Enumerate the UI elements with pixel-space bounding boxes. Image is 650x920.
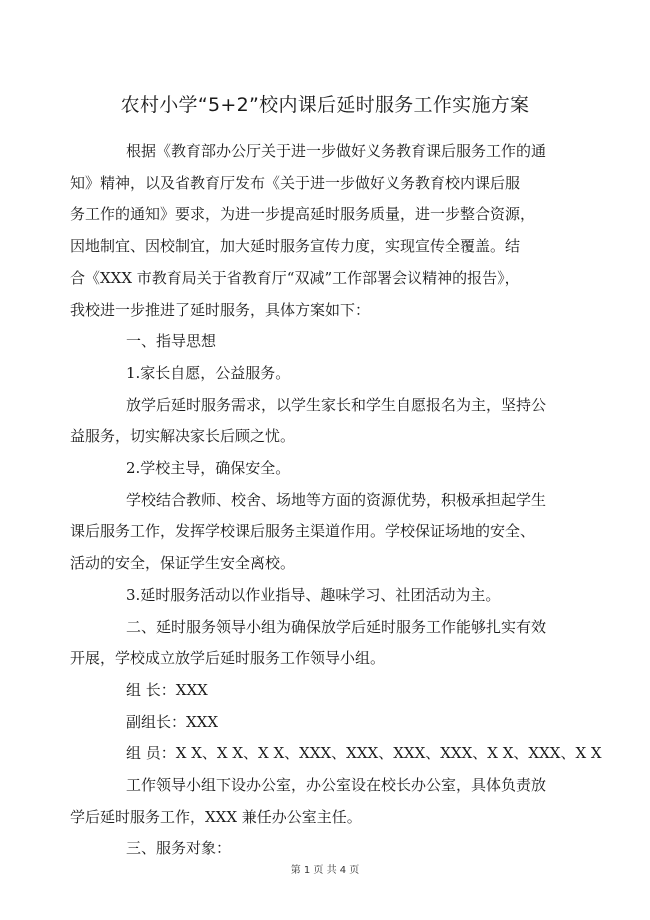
- office-line: 工作领导小组下设办公室，办公室设在校长办公室，具体负责放: [126, 776, 547, 795]
- item-2-line: 活动的安全，保证学生安全离校。: [70, 554, 296, 573]
- page-footer: 第 1 页 共 4 页: [290, 865, 360, 876]
- leader-line: 组 长：XXX: [126, 680, 208, 699]
- intro-line: 我校进一步推进了延时服务，具体方案如下：: [70, 300, 371, 319]
- section-2-line: 开展，学校成立放学后延时服务工作领导小组。: [70, 649, 386, 668]
- item-1-line: 放学后延时服务需求，以学生家长和学生自愿报名为主，坚持公: [126, 395, 547, 414]
- item-2-heading: 2.学校主导，确保安全。: [126, 459, 291, 478]
- members-line: 组 员：X X、X X、X X、XXX、XXX、XXX、XXX、X X、XXX、X X: [126, 744, 602, 763]
- intro-line: 合《XXX 市教育局关于省教育厅“双减”工作部署会议精神的报告》，: [70, 268, 520, 287]
- item-3-heading: 3.延时服务活动以作业指导、趣味学习、社团活动为主。: [126, 585, 501, 604]
- section-1-heading: 一、指导思想: [126, 332, 217, 351]
- item-1-line: 益服务，切实解决家长后顾之忧。: [70, 427, 296, 446]
- intro-line: 务工作的通知》要求，为进一步提高延时服务质量，进一步整合资源，: [70, 205, 536, 224]
- document-title: 农村小学“5+2”校内课后延时服务工作实施方案: [120, 94, 530, 116]
- item-2-line: 学校结合教师、校舍、场地等方面的资源优势，积极承担起学生: [126, 490, 547, 509]
- office-paragraph: [70, 770, 553, 833]
- item-2-paragraph: [70, 485, 553, 580]
- section-2-paragraph: [70, 612, 553, 675]
- item-1-paragraph: [70, 390, 553, 453]
- office-line: 学后延时服务工作，XXX 兼任办公室主任。: [70, 807, 362, 826]
- deputy-leader-line: 副组长：XXX: [126, 712, 219, 731]
- intro-paragraph: [70, 136, 553, 326]
- intro-line: 知》精神，以及省教育厅发布《关于进一步做好义务教育校内课后服: [70, 173, 521, 192]
- intro-line: 因地制宜、因校制宜，加大延时服务宣传力度，实现宣传全覆盖。结: [70, 237, 521, 256]
- item-2-line: 课后服务工作，发挥学校课后服务主渠道作用。学校保证场地的安全、: [70, 522, 536, 541]
- document-body: [70, 136, 602, 865]
- item-1-heading: 1.家长自愿，公益服务。: [126, 363, 291, 382]
- section-3-heading: 三、服务对象：: [126, 839, 232, 858]
- section-2-line: 二、延时服务领导小组为确保放学后延时服务工作能够扎实有效: [126, 617, 547, 636]
- intro-line: 根据《教育部办公厅关于进一步做好义务教育课后服务工作的通: [126, 142, 547, 160]
